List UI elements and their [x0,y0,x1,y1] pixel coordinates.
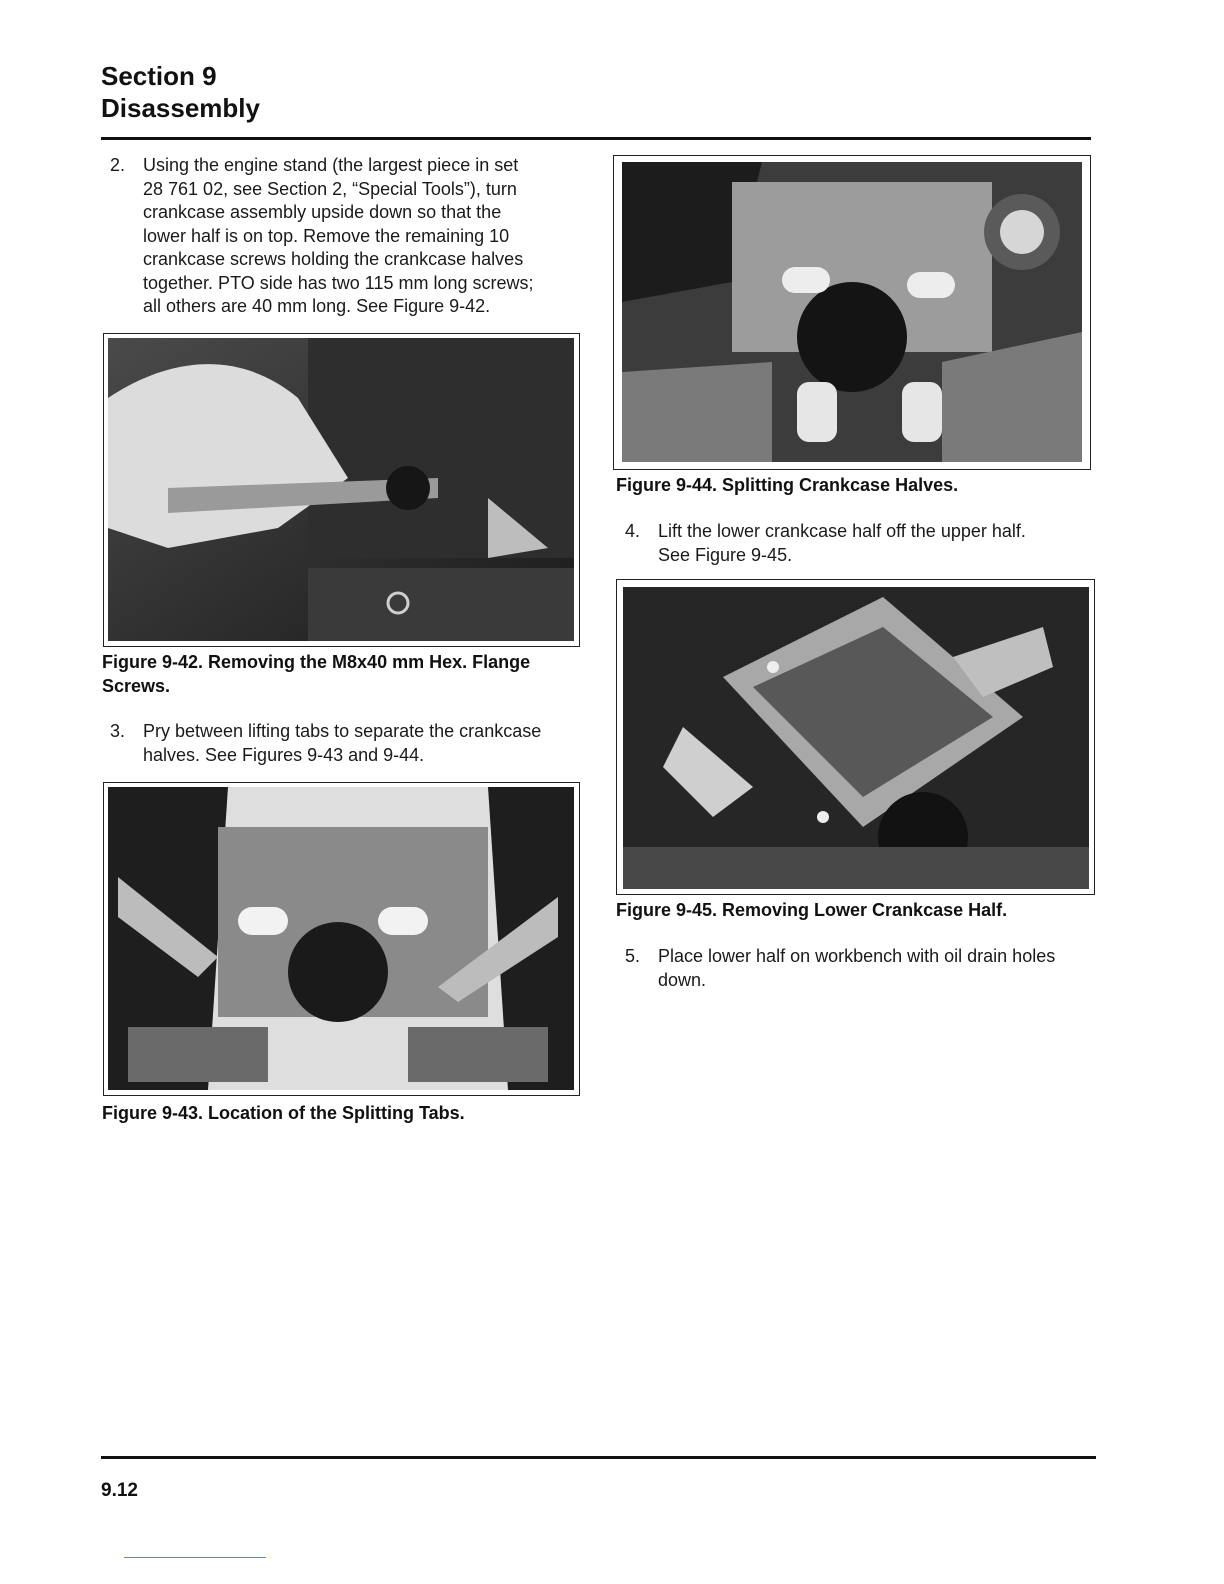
figure-9-43-caption [102,1101,582,1125]
section-title: Disassembly [101,93,260,123]
caption-line: Figure 9-42. Removing the M8x40 mm Hex. Flange [102,652,531,672]
step-3 [110,720,580,770]
section-number: Section 9 [101,61,217,91]
caption-line: Figure 9-45. Removing Lower Crankcase Half. [616,900,1008,920]
step-line: crankcase assembly upside down so that the [143,202,502,222]
figure-9-44 [613,155,1091,470]
caption-line: Figure 9-43. Location of the Splitting Tabs. [102,1103,465,1123]
step-line: 28 761 02, see Section 2, “Special Tools”), turn [143,178,517,199]
step-line: Using the engine stand (the largest piece in set [143,155,519,175]
step-number: 2. [110,155,126,175]
step-line: See Figure 9-45. [658,544,793,565]
figure-9-42-photo [108,338,574,641]
caption-line: Figure 9-44. Splitting Crankcase Halves. [616,475,959,495]
figure-9-44-photo [622,162,1082,462]
figure-9-42 [103,333,580,647]
figure-9-45-photo [623,587,1089,889]
caption-line: Screws. [102,676,171,696]
step-4 [625,520,1095,570]
step-line: lower half is on top. Remove the remaining 10 [143,225,510,246]
header-rule [101,137,1091,140]
figure-9-42-caption [102,650,582,698]
section-header [101,60,260,124]
link-underline [124,1557,266,1558]
figure-9-45-caption [616,898,1096,922]
figure-9-45 [616,579,1095,895]
figure-9-43-photo [108,787,574,1090]
figure-9-43 [103,782,580,1096]
footer-rule [101,1456,1096,1459]
step-number: 4. [625,521,641,541]
step-line: Pry between lifting tabs to separate the crankcase [143,721,542,741]
step-number: 5. [625,946,641,966]
step-number: 3. [110,721,126,741]
page-number: 9.12 [101,1480,138,1501]
step-line: together. PTO side has two 115 mm long screws; [143,272,534,293]
step-2 [110,154,580,324]
step-line: Lift the lower crankcase half off the upper half. [658,521,1026,541]
step-line: crankcase screws holding the crankcase halves [143,249,524,269]
figure-9-44-caption [616,473,1096,497]
step-line: Place lower half on workbench with oil drain holes [658,946,1056,966]
step-line: halves. See Figures 9-43 and 9-44. [143,744,425,765]
step-5 [625,945,1100,995]
step-line: down. [658,969,707,990]
step-line: all others are 40 mm long. See Figure 9-42. [143,296,491,316]
